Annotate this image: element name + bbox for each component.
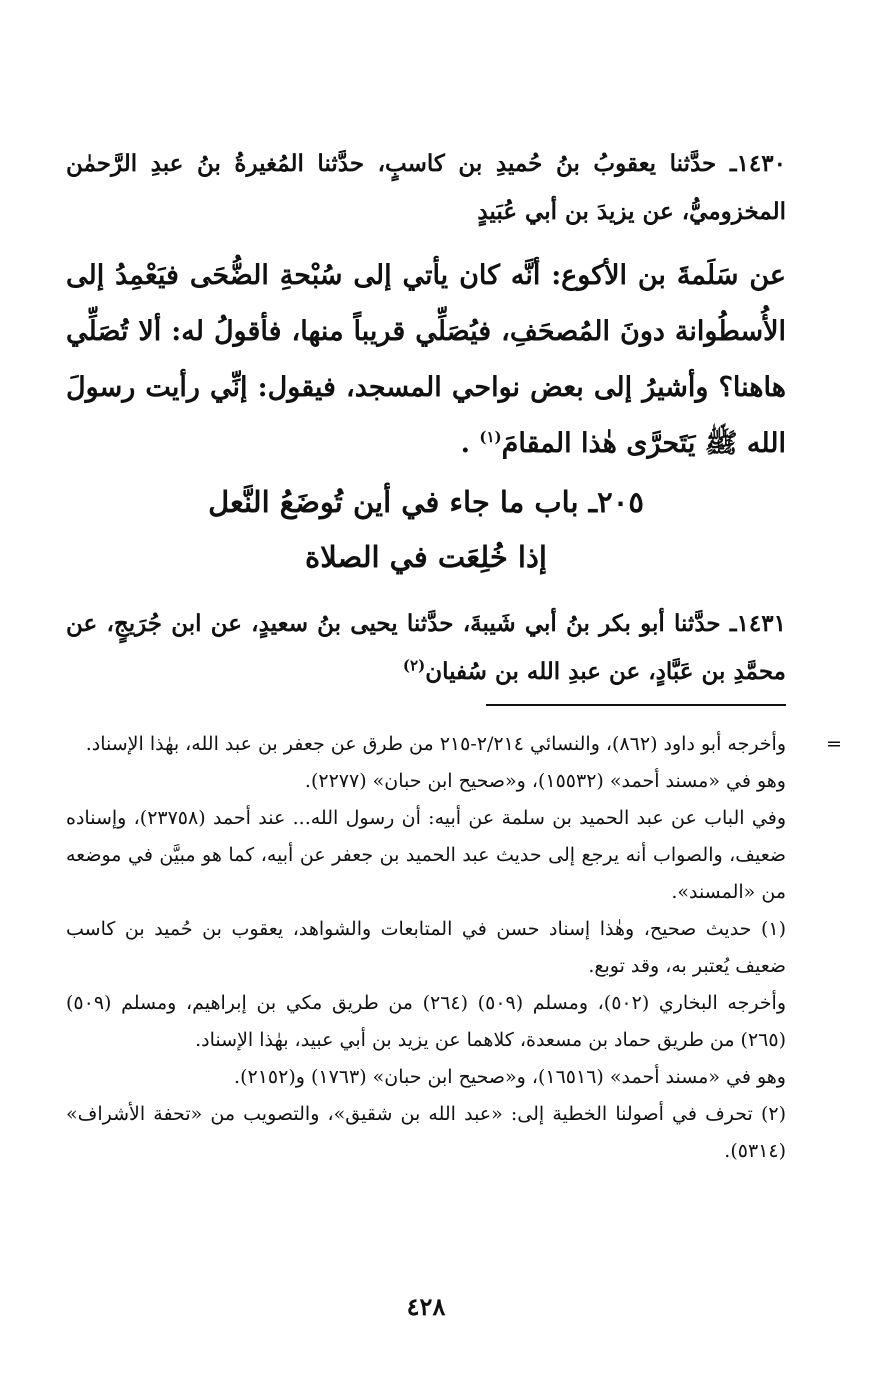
book-page — [66, 0, 842, 1383]
hadith-1430-matn-text: عن سَلَمةَ بن الأكوع: أنَّه كان يأتي إلى سُبْحةِ الضُّحَى فيَعْمِدُ إلى الأُسطُوانة دونَ المُصحَفِ، فيُصَلِّي قريباً منها، فأقولُ له: ألا تُصَلِّي هاهنا؟ وأشيرُ إلى بعض نواحي المسجد، فيقول: إنِّي رأيت رسولَ الله ﷺ يَتَحرَّى هٰذا المقامَ — [66, 260, 786, 459]
footnote-paragraph: وأخرجه أبو داود (٨٦٢)، والنسائي ٢/٢١٤-٢١٥ من طرق عن جعفر بن عبد الله، بهٰذا الإسناد. — [85, 733, 786, 755]
footnote-separator — [486, 704, 786, 706]
footnote-ref-1[interactable]: (١) — [479, 428, 502, 446]
hadith-1431-isnad-text: ١٤٣١ـ حدَّثنا أبو بكر بنُ أبي شَيبةَ، حدَّثنا يحيى بنُ سعيدٍ، عن ابن جُرَيجٍ، عن محمَّدِ بن عَبَّادٍ، عن عبدِ الله بن سُفيان — [66, 610, 786, 685]
hadith-1430-end: . — [460, 428, 480, 459]
footnote-paragraph: وهو في «مسند أحمد» (١٦٥١٦)، و«صحيح ابن حبان» (١٧٦٣) و(٢١٥٢). — [234, 1066, 786, 1088]
continuation-mark: = — [826, 733, 842, 755]
footnotes — [66, 726, 842, 1170]
chapter-title-line-1: ٢٠٥ـ باب ما جاء في أين تُوضَعُ النَّعل — [208, 485, 644, 519]
footnote-paragraph: وفي الباب عن عبد الحميد بن سلمة عن أبيه: أن رسول الله... عند أحمد (٢٣٧٥٨)، وإسناده ضعيف، والصواب أنه يرجع إلى حديث عبد الحميد بن جعفر عن أبيه، كما هو مبيَّن في موضعه من «المسند». — [66, 807, 786, 903]
footnote-1: (١) حديث صحيح، وهٰذا إسناد حسن في المتابعات والشواهد، يعقوب بن حُميد بن كاسب ضعيف يُعتبر به، وقد توبع. — [66, 918, 786, 977]
hadith-1431-isnad — [66, 600, 786, 696]
page-number: ٤٢٨ — [406, 1292, 446, 1321]
hadith-1430-isnad-text: ١٤٣٠ـ حدَّثنا يعقوبُ بنُ حُميدِ بن كاسبٍ، حدَّثنا المُغيرةُ بنُ عبدِ الرَّحمٰن المخزوميُّ، عن يزيدَ بن أبي عُبَيدٍ — [66, 150, 786, 225]
footnote-2: (٢) تحرف في أصولنا الخطية إلى: «عبد الله بن شقيق»، والتصويب من «تحفة الأشراف» (٥٣١٤). — [66, 1103, 786, 1162]
footnote-paragraph: وأخرجه البخاري (٥٠٢)، ومسلم (٥٠٩) (٢٦٤) من طريق مكي بن إبراهيم، ومسلم (٥٠٩) (٢٦٥) من طريق حماد بن مسعدة، كلاهما عن يزيد بن أبي عبيد، بهٰذا الإسناد. — [66, 992, 786, 1051]
footnote-ref-2[interactable]: (٢) — [402, 656, 426, 675]
hadith-1430-isnad — [66, 140, 786, 236]
chapter-title-line-2: إذا خُلِعَت في الصلاة — [305, 540, 547, 574]
footnote-paragraph: وهو في «مسند أحمد» (١٥٥٣٢)، و«صحيح ابن حبان» (٢٢٧٧). — [304, 770, 786, 792]
hadith-1430-matn — [66, 248, 786, 472]
